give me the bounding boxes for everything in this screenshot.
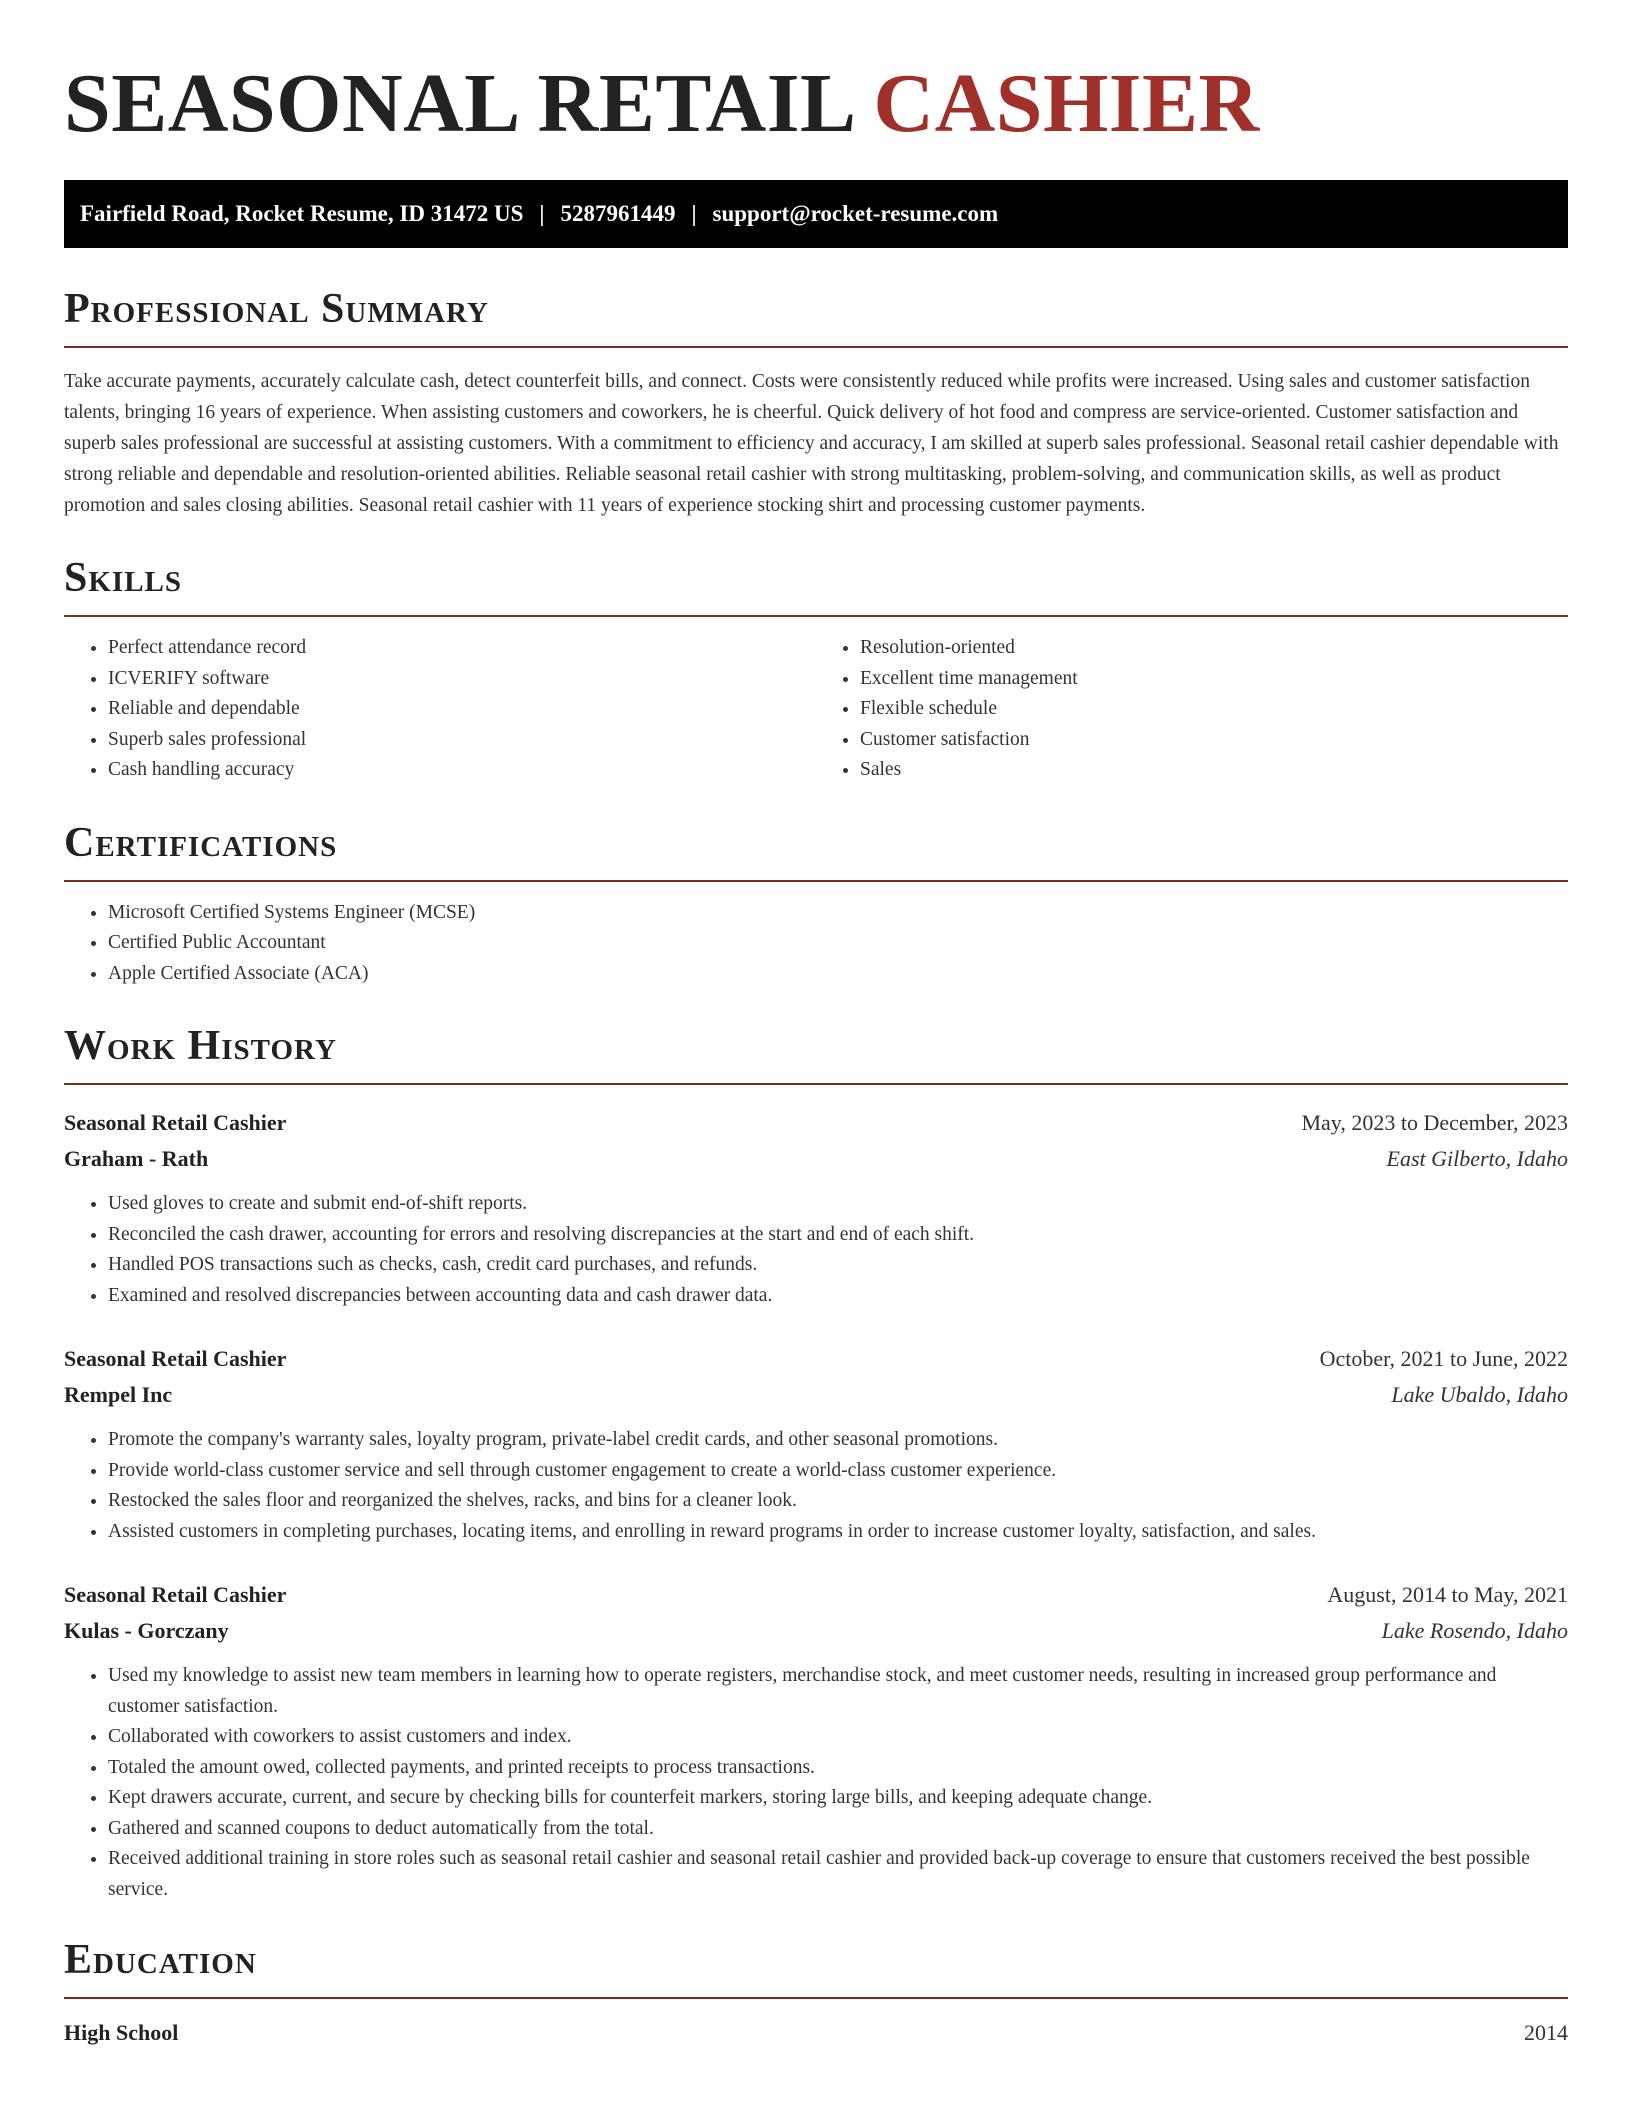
skill-item: • Resolution-oriented bbox=[860, 633, 1568, 664]
contact-bar bbox=[64, 180, 1568, 248]
contact-separator: | bbox=[691, 201, 697, 226]
contact-address: Fairfield Road, Rocket Resume, ID 31472 US bbox=[80, 201, 524, 226]
education-heading: Education bbox=[64, 1937, 257, 1983]
job-subheader bbox=[64, 1141, 1568, 1177]
job-role: Seasonal Retail Cashier bbox=[64, 1346, 287, 1371]
certifications-list bbox=[64, 898, 1568, 990]
job-header bbox=[64, 1341, 1568, 1377]
skills-list-right bbox=[816, 633, 1568, 786]
contact-phone: 5287961449 bbox=[560, 201, 676, 226]
job-location: Lake Rosendo, Idaho bbox=[1381, 1618, 1568, 1643]
education-header bbox=[64, 2015, 1568, 2051]
job-bullet: • Examined and resolved discrepancies between accounting data and cash drawer data. bbox=[108, 1281, 1568, 1312]
section-divider bbox=[64, 346, 1568, 348]
summary-heading: Professional Summary bbox=[64, 286, 489, 332]
job-dates: October, 2021 to June, 2022 bbox=[1319, 1346, 1568, 1371]
job-company: Graham - Rath bbox=[64, 1146, 209, 1171]
job-company: Rempel Inc bbox=[64, 1382, 173, 1407]
job-company: Kulas - Gorczany bbox=[64, 1618, 229, 1643]
certifications-section bbox=[64, 819, 1568, 990]
job-bullet: • Used gloves to create and submit end-of-shift reports. bbox=[108, 1189, 1568, 1220]
education-year: 2014 bbox=[1524, 2020, 1568, 2045]
job-bullet: • Assisted customers in completing purchases, locating items, and enrolling in reward programs in order to increase customer loyalty, satisfaction, and sales. bbox=[108, 1517, 1568, 1548]
job-bullet: • Totaled the amount owed, collected payments, and printed receipts to process transactions. bbox=[108, 1753, 1568, 1784]
job-entry bbox=[64, 1105, 1568, 1311]
job-role: Seasonal Retail Cashier bbox=[64, 1110, 287, 1135]
work-history-section bbox=[64, 1025, 1568, 1905]
certification-item: • Apple Certified Associate (ACA) bbox=[108, 959, 1568, 990]
skill-item: • ICVERIFY software bbox=[108, 664, 816, 695]
skill-item: • Customer satisfaction bbox=[860, 725, 1568, 756]
job-bullet: • Kept drawers accurate, current, and secure by checking bills for counterfeit markers, storing large bills, and keeping adequate change. bbox=[108, 1783, 1568, 1814]
title-accent: CASHIER bbox=[873, 57, 1260, 150]
summary-text: Take accurate payments, accurately calculate cash, detect counterfeit bills, and connect. Costs were consistently reduced while profits were increased. Using sales and customer satisfaction talents, bringing 16 years of experience. When assisting customers and coworkers, he is cheerful. Quick delivery of hot food and compress are service-oriented. Customer satisfaction and superb sales professional are successful at assisting customers. With a commitment to efficiency and accuracy, I am skilled at superb sales professional. Seasonal retail cashier dependable with strong reliable and dependable and resolution-oriented abilities. Reliable seasonal retail cashier with strong multitasking, problem-solving, and communication skills, as well as product promotion and sales closing abilities. Seasonal retail cashier with 11 years of experience stocking shirt and processing customer payments. bbox=[64, 371, 1559, 516]
job-subheader bbox=[64, 1377, 1568, 1413]
skills-list-left bbox=[64, 633, 816, 786]
certification-item: • Certified Public Accountant bbox=[108, 928, 1568, 959]
job-bullet: • Received additional training in store roles such as seasonal retail cashier and seasonal retail cashier and provided back-up coverage to ensure that customers received the best possible service. bbox=[108, 1844, 1568, 1905]
section-divider bbox=[64, 615, 1568, 617]
job-bullet: • Reconciled the cash drawer, accounting for errors and resolving discrepancies at the start and end of each shift. bbox=[108, 1220, 1568, 1251]
job-bullet: • Provide world-class customer service and sell through customer engagement to create a world-class customer experience. bbox=[108, 1456, 1568, 1487]
job-header bbox=[64, 1577, 1568, 1613]
contact-separator: | bbox=[539, 201, 545, 226]
job-dates: August, 2014 to May, 2021 bbox=[1327, 1582, 1568, 1607]
skill-item: • Sales bbox=[860, 755, 1568, 786]
skill-item: • Superb sales professional bbox=[108, 725, 816, 756]
skill-item: • Reliable and dependable bbox=[108, 694, 816, 725]
section-divider bbox=[64, 1083, 1568, 1085]
work-history-heading: Work History bbox=[64, 1023, 337, 1069]
education-entry bbox=[64, 2015, 1568, 2051]
job-bullet: • Used my knowledge to assist new team members in learning how to operate registers, merchandise stock, and meet customer needs, resulting in increased group performance and customer satisfaction. bbox=[108, 1661, 1568, 1722]
skill-item: • Perfect attendance record bbox=[108, 633, 816, 664]
job-bullet: • Collaborated with coworkers to assist customers and index. bbox=[108, 1722, 1568, 1753]
job-bullets bbox=[64, 1425, 1568, 1547]
job-bullet: • Restocked the sales floor and reorganized the shelves, racks, and bins for a cleaner look. bbox=[108, 1486, 1568, 1517]
job-location: East Gilberto, Idaho bbox=[1386, 1146, 1568, 1171]
skill-item: • Cash handling accuracy bbox=[108, 755, 816, 786]
education-section bbox=[64, 1939, 1568, 2051]
job-bullet: • Gathered and scanned coupons to deduct automatically from the total. bbox=[108, 1814, 1568, 1845]
title-main: SEASONAL RETAIL bbox=[64, 57, 852, 150]
job-dates: May, 2023 to December, 2023 bbox=[1301, 1110, 1568, 1135]
job-bullets bbox=[64, 1661, 1568, 1905]
job-subheader bbox=[64, 1613, 1568, 1649]
certification-item: • Microsoft Certified Systems Engineer (MCSE) bbox=[108, 898, 1568, 929]
job-bullets bbox=[64, 1189, 1568, 1311]
certifications-heading: Certifications bbox=[64, 819, 338, 866]
education-degree: High School bbox=[64, 2020, 179, 2045]
summary-section bbox=[64, 288, 1568, 521]
skills-grid bbox=[64, 633, 1568, 786]
job-header bbox=[64, 1105, 1568, 1141]
section-divider bbox=[64, 1997, 1568, 1999]
skill-item: • Excellent time management bbox=[860, 664, 1568, 695]
job-location: Lake Ubaldo, Idaho bbox=[1391, 1382, 1568, 1407]
skills-section bbox=[64, 557, 1568, 786]
skill-item: • Flexible schedule bbox=[860, 694, 1568, 725]
job-bullet: • Handled POS transactions such as checks, cash, credit card purchases, and refunds. bbox=[108, 1250, 1568, 1281]
job-entry bbox=[64, 1341, 1568, 1547]
section-divider bbox=[64, 880, 1568, 882]
job-bullet: • Promote the company's warranty sales, loyalty program, private-label credit cards, and other seasonal promotions. bbox=[108, 1425, 1568, 1456]
job-role: Seasonal Retail Cashier bbox=[64, 1582, 287, 1607]
contact-email: support@rocket-resume.com bbox=[712, 201, 999, 226]
skills-heading: Skills bbox=[64, 555, 183, 601]
job-entry bbox=[64, 1577, 1568, 1905]
resume-title bbox=[64, 0, 1568, 150]
